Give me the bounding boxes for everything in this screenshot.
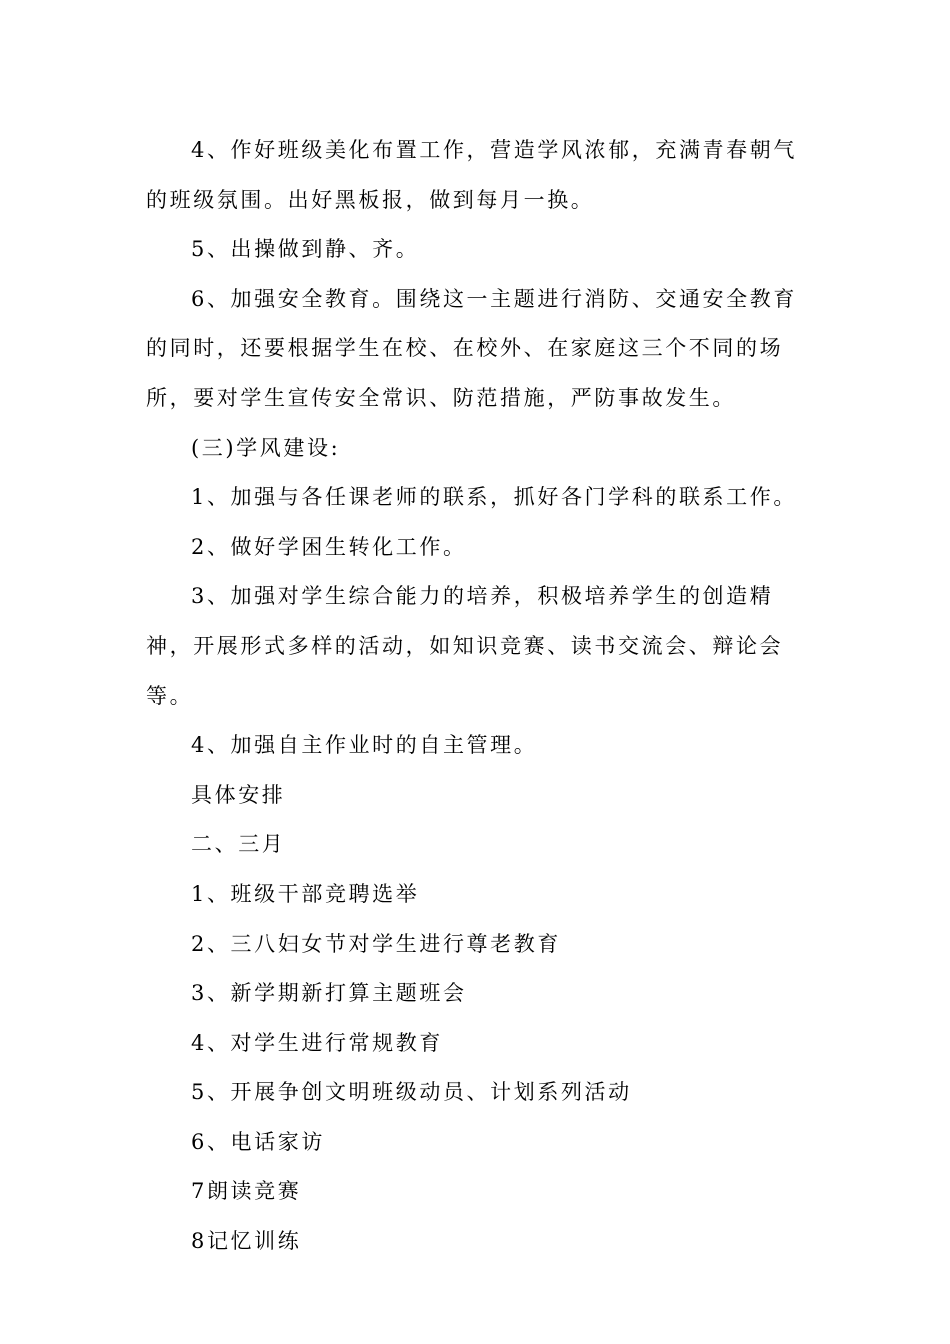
paragraph-exercise-order: 5、出操做到静、齐。 — [191, 237, 420, 262]
list-item-civilized-class: 5、开展争创文明班级动员、计划系列活动 — [191, 1080, 632, 1105]
list-item-phone-visit: 6、电话家访 — [191, 1129, 325, 1154]
list-item-memory-training: 8记忆训练 — [191, 1229, 302, 1254]
paragraph-self-management: 4、加强自主作业时的自主管理。 — [191, 733, 538, 758]
list-item-cadre-election: 1、班级干部竞聘选举 — [191, 881, 420, 906]
paragraph-safety-education: 6、加强安全教育。围绕这一主题进行消防、交通安全教育的同时，还要根据学生在校、在校外、在家庭这三个不同的场所，要对学生宣传安全常识、防范措施，严防事故发生。 — [146, 286, 797, 410]
paragraph-struggling-students: 2、做好学困生转化工作。 — [191, 534, 467, 559]
paragraph-class-decoration: 4、作好班级美化布置工作，营造学风浓郁，充满青春朝气的班级氛围。出好黑板报，做到每月一换。 — [146, 138, 797, 212]
list-item-routine-education: 4、对学生进行常规教育 — [191, 1030, 443, 1055]
list-item-new-term-meeting: 3、新学期新打算主题班会 — [191, 981, 467, 1006]
paragraph-teacher-contact: 1、加强与各任课老师的联系，抓好各门学科的联系工作。 — [191, 485, 797, 510]
section-heading-study-style: (三)学风建设: — [191, 435, 341, 460]
list-item-womens-day: 2、三八妇女节对学生进行尊老教育 — [191, 931, 561, 956]
heading-month-feb-mar: 二、三月 — [191, 832, 286, 857]
document-body — [146, 126, 810, 1267]
heading-specific-arrangement: 具体安排 — [191, 782, 286, 807]
paragraph-ability-training: 3、加强对学生综合能力的培养，积极培养学生的创造精神，开展形式多样的活动，如知识竞赛、读书交流会、辩论会等。 — [146, 584, 784, 708]
list-item-reading-contest: 7朗读竞赛 — [191, 1179, 302, 1204]
